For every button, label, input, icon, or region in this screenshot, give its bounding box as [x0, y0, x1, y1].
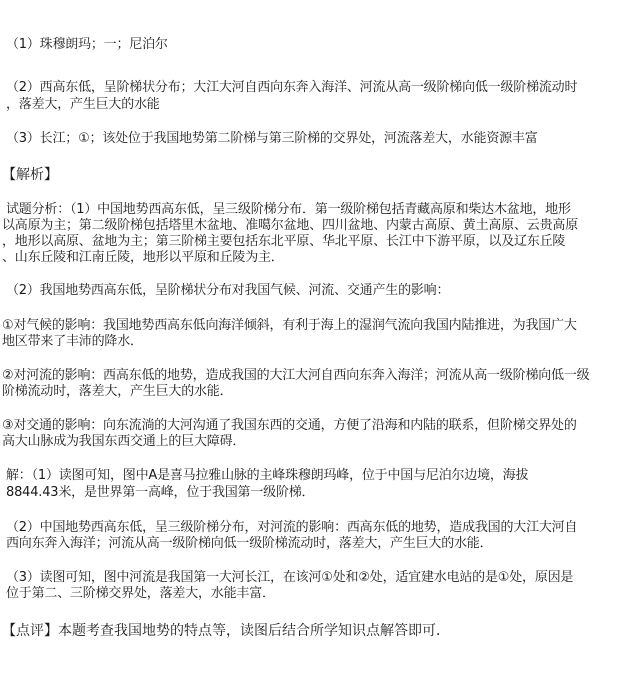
solution-2-line: 西向东奔入海洋；河流从高一级阶梯向低一级阶梯流动时，落差大，产生巨大的水能． — [6, 536, 493, 551]
analysis-p5-line: ③对交通的影响：向东流淌的大河沟通了我国东西的交通，方便了沿海和内陆的联系，但阶梯交界处的 — [2, 418, 577, 433]
analysis-p1-line: 以高原为主；第二级阶梯包括塔里木盆地、准噶尔盆地、四川盆地、内蒙古高原、黄土高原、云贵高原 — [2, 218, 579, 233]
analysis-p4-line: ②对河流的影响：西高东低的地势，造成我国的大江大河自西向东奔入海洋；河流从高一级阶梯向低一级 — [2, 368, 590, 383]
analysis-p1-line: ，地形以高原、盆地为主；第三阶梯主要包括东北平原、华北平原、长江中下游平原，以及辽东丘陵 — [2, 234, 566, 249]
solution-2-line: （2）中国地势西高东低，呈三级阶梯分布，对河流的影响：西高东低的地势，造成我国的大江大河自 — [6, 520, 578, 535]
answer-1: （1）珠穆朗玛；一；尼泊尔 — [6, 37, 168, 52]
solution-1-line: 解：（1）读图可知，图中A是喜马拉雅山脉的主峰珠穆朗玛峰，位于中国与尼泊尔边境，海拔 — [6, 468, 529, 483]
answer-2-line-1: （2）西高东低，呈阶梯状分布；大江大河自西向东奔入海洋、河流从高一级阶梯向低一级阶梯流动时 — [6, 80, 578, 95]
analysis-heading: 【解析】 — [2, 167, 58, 183]
analysis-p3-line: ①对气候的影响：我国地势西高东低向海洋倾斜，有利于海上的湿润气流向我国内陆推进，为我国广大 — [2, 318, 577, 333]
solution-3-line: 位于第二、三阶梯交界处，落差大，水能丰富． — [6, 586, 275, 601]
analysis-p1-line: 、山东丘陵和江南丘陵，地形以平原和丘陵为主． — [2, 250, 284, 265]
analysis-p3-line: 地区带来了丰沛的降水． — [2, 334, 143, 349]
analysis-p4-line: 阶梯流动时，落差大，产生巨大的水能． — [2, 384, 233, 399]
solution-1-line: 8844.43米，是世界第一高峰，位于我国第一级阶梯． — [6, 485, 315, 500]
solution-3-line: （3）读图可知，图中河流是我国第一大河长江，在该河①处和②处，适宜建水电站的是①处，原因是 — [6, 570, 574, 585]
answer-2-line-2: ，落差大，产生巨大的水能 — [6, 97, 160, 112]
answer-3: （3）长江；①；该处位于我国地势第二阶梯与第三阶梯的交界处，河流落差大，水能资源丰富 — [6, 131, 538, 146]
comment: 【点评】本题考查我国地势的特点等，读图后结合所学知识点解答即可． — [2, 623, 450, 639]
analysis-p2: （2）我国地势西高东低，呈阶梯状分布对我国气候、河流、交通产生的影响： — [6, 283, 450, 298]
analysis-p5-line: 高大山脉成为我国东西交通上的巨大障碍． — [2, 434, 246, 449]
analysis-p1-line: 试题分析：（1）中国地势西高东低，呈三级阶梯分布．第一级阶梯包括青藏高原和柴达木盆地，地形 — [6, 202, 571, 217]
